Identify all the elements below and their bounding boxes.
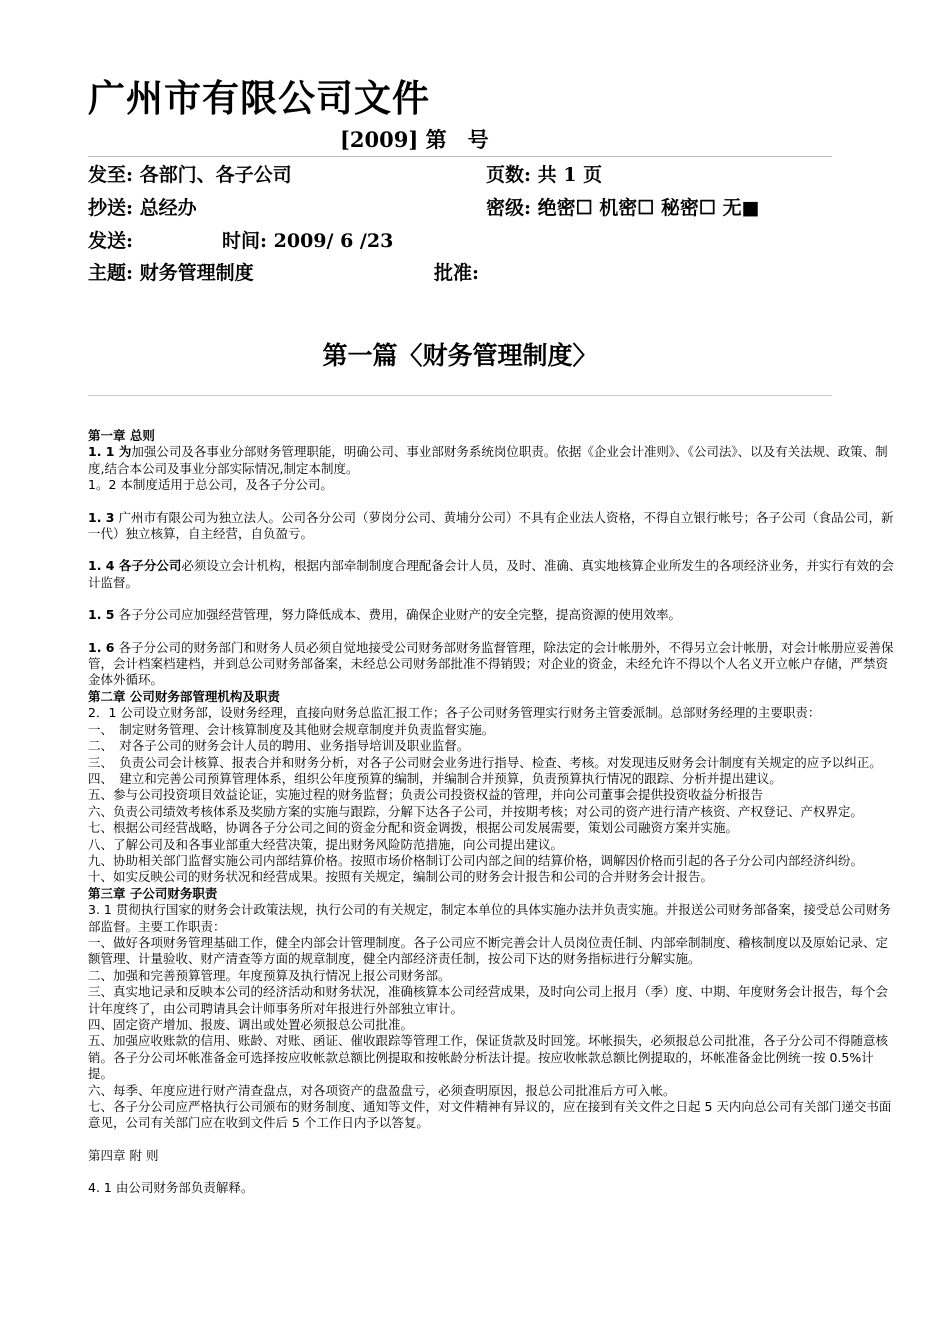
send-to-value: 各部门、各子公司	[139, 164, 292, 186]
document-title: 广州市有限公司文件	[88, 76, 430, 120]
clause-text: 必须设立会计机构，根据内部牵制制度合理配备会计人员，及时、准确、真实地核算企业所发生的各项经济业务，并实行有效的会计监督。	[88, 558, 894, 590]
clause-1-3	[88, 510, 894, 543]
clause-number: 1. 1 为	[88, 444, 132, 460]
list-item: 二、加强和完善预算管理。年度预算及执行情况上报公司财务部。	[88, 967, 451, 983]
cc-row	[88, 193, 197, 220]
cc-value: 总经办	[139, 197, 197, 219]
secret-level-row	[486, 193, 760, 220]
approve-label: 批准:	[434, 262, 480, 284]
list-item: 三、 负责公司会计核算、报表合并和财务分析，对各子公司财会业务进行指导、检查、考核。对发现违反财务会计制度有关规定的应予以纠正。	[88, 754, 882, 770]
header-divider	[88, 156, 832, 157]
clause-number: 1. 6	[88, 639, 115, 655]
send-to-label: 发至:	[88, 164, 134, 186]
list-item: 九、协助相关部门监督实施公司内部结算价格。按照市场价格制订公司内部之间的结算价格，调解因价格而引起的各子分公司内部经济纠纷。	[88, 852, 864, 868]
clause-number: 1. 5	[88, 607, 115, 623]
list-item: 四、 建立和完善公司预算管理体系，组织公年度预算的编制，并编制合并预算，负责预算执行情况的跟踪、分析并提出建议。	[88, 770, 782, 786]
list-item: 三、真实地记录和反映本公司的经济活动和财务状况，准确核算本公司经营成果，及时向公司上报月（季）度、中期、年度财务会计报告，每个会计年度终了，由公司聘请具会计师事务所对年报进行外部独立审计。	[88, 984, 889, 1016]
part-title: 第一篇〈财务管理制度〉	[322, 341, 598, 370]
document-body	[88, 428, 894, 1197]
chapter-3-title: 第三章 子公司财务职责	[88, 885, 218, 901]
list-item: 一、做好各项财务管理基础工作，健全内部会计管理制度。各子公司应不断完善会计人员岗位责任制、内部牵制制度、稽核制度以及原始记录、定额管理、计量验收、财产清查等方面的规章制度，健全内部经济责任制，按公司下达的财务指标进行分解实施。	[88, 934, 889, 967]
pages-value: 共 1 页	[537, 164, 603, 186]
clause-1-2: 1。2 本制度适用于总公司，及各子分公司。	[88, 477, 333, 493]
sent-label: 发送:	[88, 230, 134, 252]
clause-text: 广州市有限公司为独立法人。公司各分公司（萝岗分公司、黄埔分公司）不具有企业法人资格，不得自立银行帐号；各子公司（食品公司，新一代）独立核算，自主经营，自负盈亏。	[88, 509, 894, 542]
clause-text: 各子分公司应加强经营管理，努力降低成本、费用，确保企业财产的安全完整，提高资源的使用效率。	[114, 607, 681, 623]
list-item: 七、根据公司经营战略，协调各子分公司之间的资金分配和资金调拨，根据公司发展需要，策划公司融资方案并实施。	[88, 820, 739, 836]
secret-level-value: 绝密☐ 机密☐ 秘密☐ 无■	[537, 197, 760, 219]
chapter-2-title: 第二章 公司财务部管理机构及职责	[88, 688, 280, 704]
subject-label: 主题:	[88, 262, 134, 284]
title-divider	[88, 395, 832, 396]
clause-1-1	[88, 444, 894, 477]
pages-label: 页数:	[486, 164, 532, 186]
clause-4-1: 4. 1 由公司财务部负责解释。	[88, 1180, 254, 1196]
list-item: 七、各子分公司应严格执行公司颁布的财务制度、通知等文件，对文件精神有异议的，应在接到有关文件之日起 5 天内向总公司有关部门递交书面意见，公司有关部门应在收到文件后 5 个工作日内予以答复。	[88, 1099, 892, 1131]
clause-text: 各子分公司的财务部门和财务人员必须自觉地接受公司财务部财务监督管理，除法定的会计帐册外，不得另立会计帐册，对会计帐册应妥善保管，会计档案档建档，并到总公司财务部备案，未经总公司财务部批准不得销毁；对企业的资金，未经允许不得以个人名义开立帐户存储，严禁资金体外循环。	[88, 639, 894, 688]
clause-1-4	[88, 558, 894, 591]
list-item: 二、 对各子公司的财务会计人员的聘用、业务指导培训及职业监督。	[88, 738, 470, 754]
subject-value: 财务管理制度	[139, 262, 254, 284]
list-item: 十、如实反映公司的财务状况和经营成果。按照有关规定，编制公司的财务会计报告和公司的合并财务会计报告。	[88, 869, 714, 885]
time-value: 2009/ 6 /23	[273, 230, 394, 252]
list-item: 五、参与公司投资项目效益论证，实施过程的财务监督；负责公司投资权益的管理，并向公司董事会提供投资收益分析报告	[88, 787, 764, 803]
chapter-1-title: 第一章 总则	[88, 428, 155, 443]
document-number: [2009] 第 号	[340, 127, 489, 152]
pages-row	[486, 160, 602, 187]
clause-number: 1. 4 各子分公司	[88, 558, 182, 574]
chapter-4-title: 第四章 附 则	[88, 1147, 159, 1163]
secret-level-label: 密级:	[486, 197, 532, 219]
list-item: 六、负责公司绩效考核体系及奖励方案的实施与跟踪，分解下达各子公司，并按期考核；对公司的资产进行清产核资、产权登记、产权界定。	[88, 803, 864, 819]
subject-row	[88, 258, 254, 285]
time-label: 时间:	[222, 230, 268, 252]
clause-3-1: 3. 1 贯彻执行国家的财务会计政策法规，执行公司的有关规定，制定本单位的具体实施办法并负责实施。并报送公司财务部备案，接受总公司财务部监督。主要工作职责：	[88, 902, 891, 934]
clause-1-6	[88, 640, 894, 689]
clause-number: 1. 3	[88, 509, 115, 525]
list-item: 四、固定资产增加、报废、调出或处置必须报总公司批准。	[88, 1017, 414, 1032]
clause-1-5	[88, 607, 894, 623]
time-row	[222, 226, 393, 253]
clause-2-1: 2．1 公司设立财务部，设财务经理，直接向财务总监汇报工作；各子公司财务管理实行财务主管委派制。总部财务经理的主要职责：	[88, 705, 821, 721]
list-item: 一、 制定财务管理、会计核算制度及其他财会规章制度并负责监督实施。	[88, 721, 495, 737]
send-to-row	[88, 160, 292, 187]
cc-label: 抄送:	[88, 197, 134, 219]
list-item: 五、加强应收账款的信用、账龄、对账、函证、催收跟踪等管理工作，保证货款及时回笼。坏帐损失，必须报总公司批准，各子分公司不得随意核销。各子分公司坏帐准备金可选择按应收帐款总额比例提取和按帐龄分析法计提。按应收帐款总额比例提取的，坏帐准备金比例统一按 0.5%计提。	[88, 1033, 889, 1082]
list-item: 六、每季、年度应进行财产清查盘点，对各项资产的盘盈盘亏，必须查明原因，报总公司批准后方可入帐。	[88, 1082, 676, 1098]
list-item: 八、了解公司及和各事业部重大经营决策，提出财务风险防范措施，向公司提出建议。	[88, 836, 564, 852]
clause-text: 加强公司及各事业分部财务管理职能，明确公司、事业部财务系统岗位职责。依据《企业会计准则》、《公司法》、以及有关法规、政策、制度,结合本公司及事业分部实际情况,制定本制度。	[88, 444, 888, 476]
